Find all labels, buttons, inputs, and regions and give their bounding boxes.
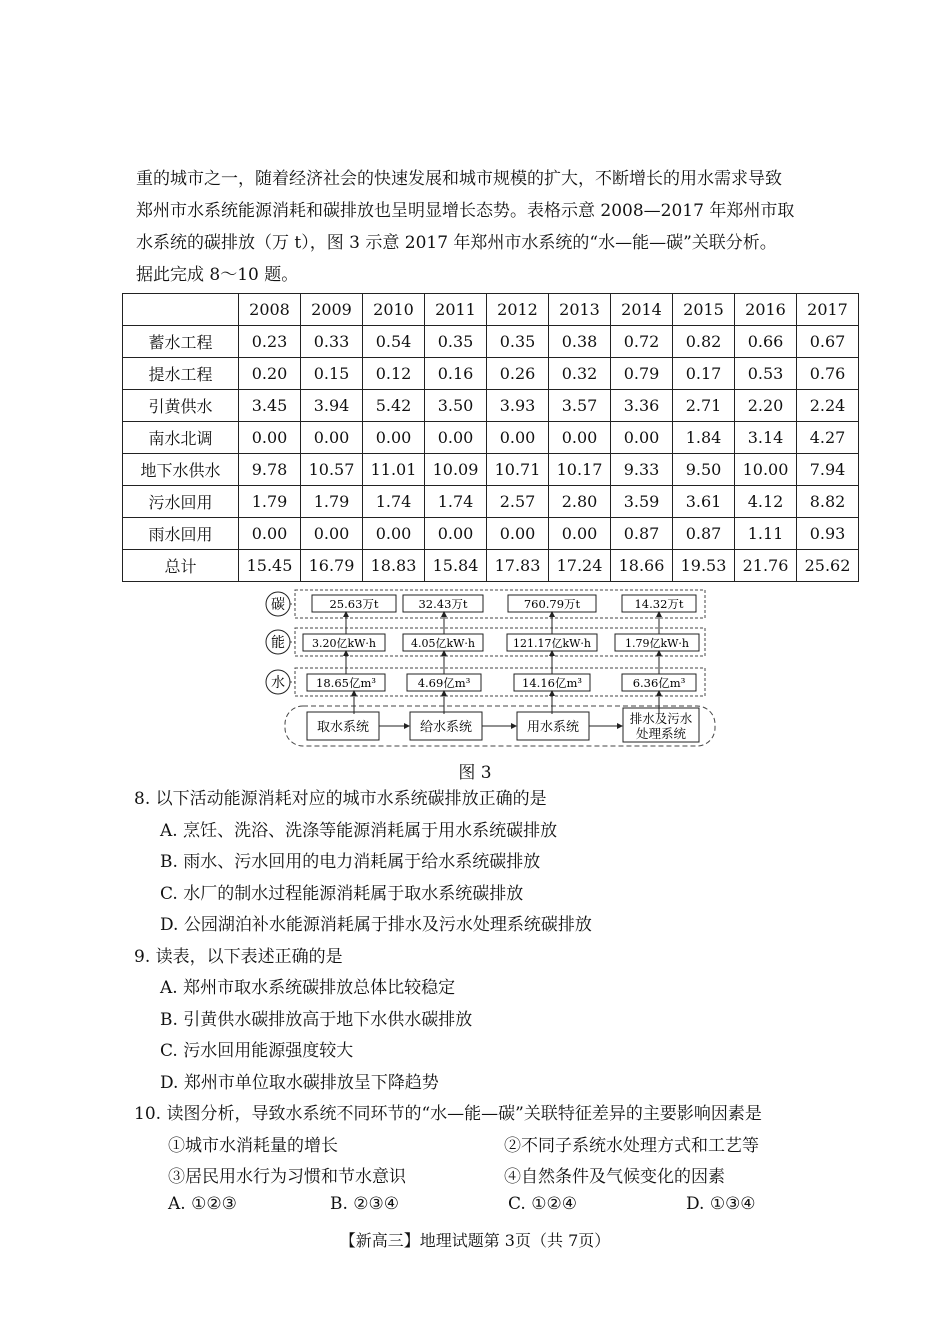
- question-8-option-b: B. 雨水、污水回用的电力消耗属于给水系统碳排放: [160, 852, 541, 872]
- table-cell: 10.71: [487, 454, 549, 486]
- question-10-statement-3: ③居民用水行为习惯和节水意识: [168, 1167, 406, 1187]
- question-10-statement-2: ②不同子系统水处理方式和工艺等: [504, 1136, 759, 1156]
- energy-value: 4.05亿kW·h: [410, 637, 476, 650]
- intro-line-3: 水系统的碳排放（万 t），图 3 示意 2017 年郑州市水系统的“水—能—碳”关联分析。: [136, 233, 777, 253]
- page-footer: 【新高三】地理试题第 3页（共 7页）: [339, 1231, 611, 1250]
- water-value: 4.69亿m³: [417, 676, 471, 690]
- table-cell: 3.94: [301, 390, 363, 422]
- table-cell: 2.71: [673, 390, 735, 422]
- table-cell: 0.82: [673, 326, 735, 358]
- question-10-statement-4: ④自然条件及气候变化的因素: [504, 1167, 725, 1187]
- question-8-stem: 8. 以下活动能源消耗对应的城市水系统碳排放正确的是: [134, 789, 547, 809]
- table-cell: 7.94: [797, 454, 859, 486]
- year-header: 2010: [363, 294, 425, 326]
- table-cell: 3.14: [735, 422, 797, 454]
- question-9-stem: 9. 读表，以下表述正确的是: [134, 947, 343, 967]
- table-cell: 3.50: [425, 390, 487, 422]
- table-cell: 0.12: [363, 358, 425, 390]
- year-header: 2015: [673, 294, 735, 326]
- year-header: 2013: [549, 294, 611, 326]
- table-cell: 18.83: [363, 550, 425, 582]
- table-cell: 0.00: [549, 422, 611, 454]
- year-header: 2014: [611, 294, 673, 326]
- energy-value: 1.79亿kW·h: [624, 637, 690, 650]
- table-cell: 0.87: [611, 518, 673, 550]
- question-9-option-c: C. 污水回用能源强度较大: [160, 1041, 354, 1061]
- intro-paragraph: [136, 163, 848, 291]
- table-cell: 1.79: [239, 486, 301, 518]
- question-9-option-b: B. 引黄供水碳排放高于地下水供水碳排放: [160, 1010, 473, 1030]
- intro-line-1: 重的城市之一，随着经济社会的快速发展和城市规模的扩大，不断增长的用水需求导致: [136, 169, 782, 189]
- table-cell: 0.93: [797, 518, 859, 550]
- question-10-stem: 10. 读图分析，导致水系统不同环节的“水—能—碳”关联特征差异的主要影响因素是: [134, 1104, 762, 1124]
- water-value: 14.16亿m³: [522, 676, 582, 690]
- table-cell: 0.38: [549, 326, 611, 358]
- figure-caption: 图 3: [458, 763, 492, 783]
- question-8-option-a: A. 烹饪、洗浴、洗涤等能源消耗属于用水系统碳排放: [160, 821, 558, 841]
- energy-value: 121.17亿kW·h: [512, 637, 592, 650]
- table-row: [123, 518, 859, 550]
- table-cell: 11.01: [363, 454, 425, 486]
- question-10-option-c: C. ①②④: [508, 1194, 577, 1214]
- table-cell: 8.82: [797, 486, 859, 518]
- question-10-option-d: D. ①③④: [686, 1194, 756, 1214]
- table-cell: 0.33: [301, 326, 363, 358]
- table-cell: 9.50: [673, 454, 735, 486]
- water-value: 6.36亿m³: [632, 676, 686, 690]
- question-10-statement-1: ①城市水消耗量的增长: [168, 1136, 338, 1156]
- table-cell: 0.00: [487, 518, 549, 550]
- question-8-option-d: D. 公园湖泊补水能源消耗属于排水及污水处理系统碳排放: [160, 915, 592, 935]
- table-cell: 0.87: [673, 518, 735, 550]
- row-label: 蓄水工程: [123, 326, 239, 358]
- table-cell: 1.79: [301, 486, 363, 518]
- table-cell: 3.57: [549, 390, 611, 422]
- table-cell: 1.84: [673, 422, 735, 454]
- question-8-option-c: C. 水厂的制水过程能源消耗属于取水系统碳排放: [160, 884, 524, 904]
- table-cell: 0.15: [301, 358, 363, 390]
- table-cell: 4.27: [797, 422, 859, 454]
- table-cell: 19.53: [673, 550, 735, 582]
- carbon-emission-table: [122, 293, 859, 582]
- intro-line-2: 郑州市水系统能源消耗和碳排放也呈明显增长态势。表格示意 2008—2017 年郑州市取: [136, 201, 795, 221]
- carbon-value: 32.43万t: [418, 597, 468, 611]
- table-row: [123, 422, 859, 454]
- table-row: [123, 550, 859, 582]
- intro-line-4: 据此完成 8～10 题。: [136, 265, 299, 285]
- table-cell: 1.74: [425, 486, 487, 518]
- system-label: 处理系统: [635, 726, 687, 741]
- table-cell: 1.74: [363, 486, 425, 518]
- table-cell: 25.62: [797, 550, 859, 582]
- question-9-option-a: A. 郑州市取水系统碳排放总体比较稳定: [160, 978, 456, 998]
- system-label: 用水系统: [526, 720, 580, 735]
- carbon-value: 25.63万t: [329, 597, 379, 611]
- energy-value: 3.20亿kW·h: [311, 637, 377, 650]
- energy-label: 能: [271, 635, 285, 651]
- year-header: 2016: [735, 294, 797, 326]
- table-cell: 2.20: [735, 390, 797, 422]
- table-cell: 0.17: [673, 358, 735, 390]
- table-cell: 2.24: [797, 390, 859, 422]
- table-cell: 0.00: [425, 422, 487, 454]
- question-10-option-b: B. ②③④: [330, 1194, 400, 1214]
- table-row: [123, 326, 859, 358]
- table-cell: 0.32: [549, 358, 611, 390]
- table-header-row: [123, 294, 859, 326]
- carbon-label: 碳: [271, 597, 285, 613]
- carbon-value: 760.79万t: [523, 597, 581, 611]
- table-row: [123, 390, 859, 422]
- table-cell: 0.00: [363, 518, 425, 550]
- table-cell: 0.23: [239, 326, 301, 358]
- carbon-value: 14.32万t: [634, 597, 684, 611]
- table-cell: 21.76: [735, 550, 797, 582]
- table-cell: 0.79: [611, 358, 673, 390]
- year-header: 2017: [797, 294, 859, 326]
- table-cell: 10.17: [549, 454, 611, 486]
- table-cell: 0.00: [487, 422, 549, 454]
- table-row: [123, 358, 859, 390]
- row-label: 污水回用: [123, 486, 239, 518]
- water-value: 18.65亿m³: [316, 676, 376, 690]
- table-cell: 0.00: [549, 518, 611, 550]
- table-cell: 2.80: [549, 486, 611, 518]
- table-cell: 0.00: [239, 518, 301, 550]
- table-cell: 3.61: [673, 486, 735, 518]
- system-label: 排水及污水: [629, 711, 693, 726]
- table-cell: 9.33: [611, 454, 673, 486]
- table-cell: 10.00: [735, 454, 797, 486]
- table-cell: 0.26: [487, 358, 549, 390]
- question-9-option-d: D. 郑州市单位取水碳排放呈下降趋势: [160, 1073, 439, 1093]
- row-label: 南水北调: [123, 422, 239, 454]
- table-cell: 10.09: [425, 454, 487, 486]
- table-cell: 9.78: [239, 454, 301, 486]
- table-cell: 3.45: [239, 390, 301, 422]
- water-label: 水: [271, 675, 285, 691]
- table-cell: 4.12: [735, 486, 797, 518]
- row-label: 地下水供水: [123, 454, 239, 486]
- table-cell: 2.57: [487, 486, 549, 518]
- table-row: [123, 454, 859, 486]
- table-cell: 0.54: [363, 326, 425, 358]
- row-label: 总计: [123, 550, 239, 582]
- row-label: 引黄供水: [123, 390, 239, 422]
- table-corner-cell: [123, 294, 239, 326]
- table-cell: 3.59: [611, 486, 673, 518]
- row-label: 提水工程: [123, 358, 239, 390]
- table-cell: 10.57: [301, 454, 363, 486]
- table-cell: 0.66: [735, 326, 797, 358]
- table-cell: 0.76: [797, 358, 859, 390]
- table-cell: 0.00: [425, 518, 487, 550]
- table-cell: 17.83: [487, 550, 549, 582]
- table-cell: 0.00: [363, 422, 425, 454]
- question-10-option-a: A. ①②③: [168, 1194, 237, 1214]
- table-cell: 5.42: [363, 390, 425, 422]
- table-cell: 1.11: [735, 518, 797, 550]
- year-header: 2009: [301, 294, 363, 326]
- row-label: 雨水回用: [123, 518, 239, 550]
- table-cell: 0.20: [239, 358, 301, 390]
- table-cell: 0.67: [797, 326, 859, 358]
- table-cell: 0.72: [611, 326, 673, 358]
- table-cell: 0.16: [425, 358, 487, 390]
- table-cell: 3.93: [487, 390, 549, 422]
- table-cell: 17.24: [549, 550, 611, 582]
- table-cell: 3.36: [611, 390, 673, 422]
- table-cell: 15.84: [425, 550, 487, 582]
- table-cell: 18.66: [611, 550, 673, 582]
- table-cell: 0.35: [425, 326, 487, 358]
- table-cell: 0.35: [487, 326, 549, 358]
- table-cell: 0.00: [239, 422, 301, 454]
- table-cell: 0.00: [611, 422, 673, 454]
- table-cell: 0.00: [301, 518, 363, 550]
- year-header: 2008: [239, 294, 301, 326]
- table-cell: 16.79: [301, 550, 363, 582]
- system-label: 取水系统: [316, 720, 370, 735]
- table-row: [123, 486, 859, 518]
- water-energy-carbon-diagram: [255, 588, 725, 748]
- table-cell: 0.00: [301, 422, 363, 454]
- year-header: 2011: [425, 294, 487, 326]
- table-cell: 0.53: [735, 358, 797, 390]
- system-label: 给水系统: [419, 720, 473, 735]
- year-header: 2012: [487, 294, 549, 326]
- table-cell: 15.45: [239, 550, 301, 582]
